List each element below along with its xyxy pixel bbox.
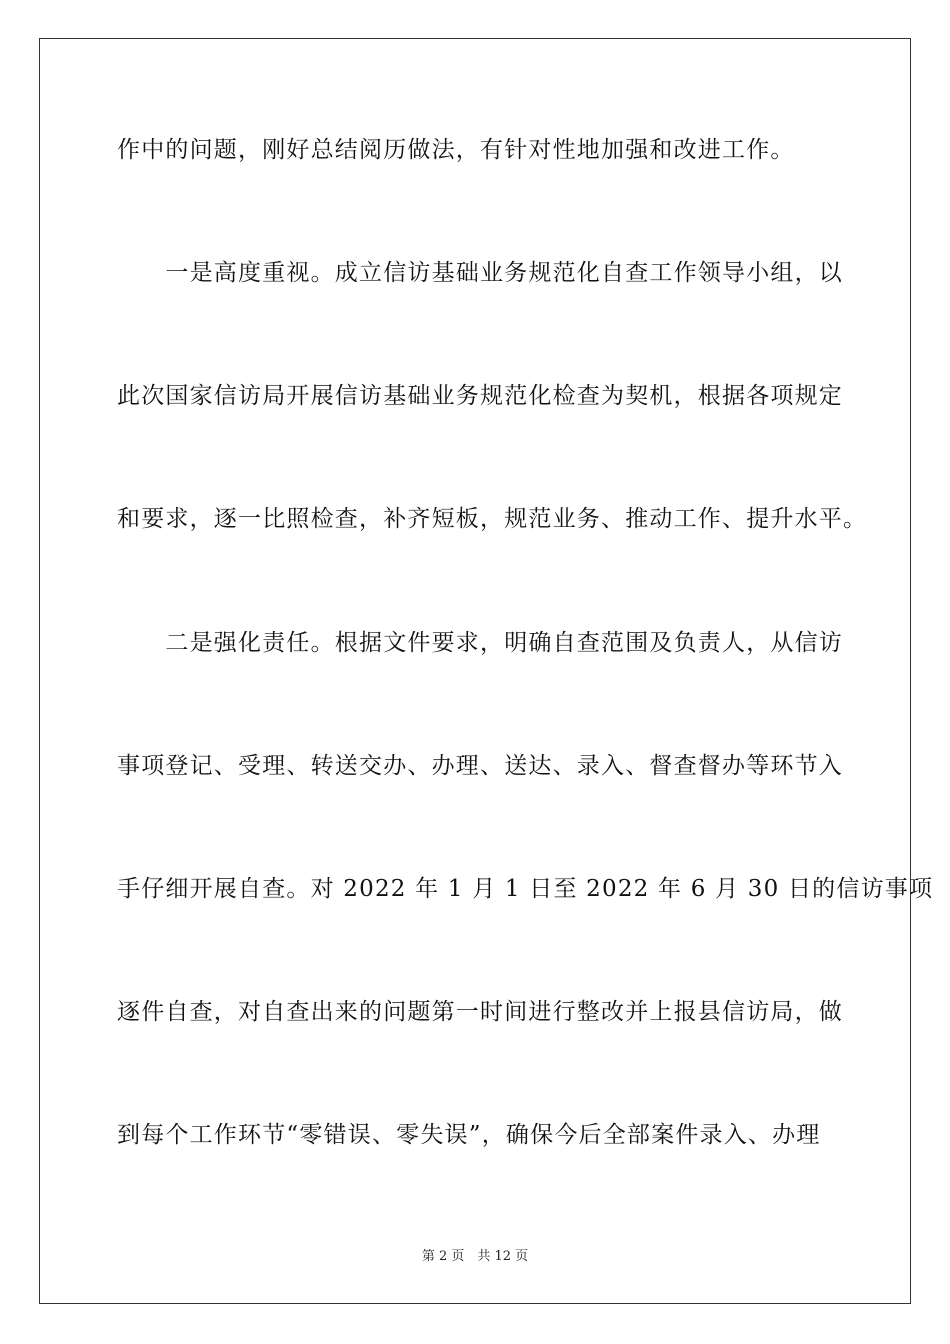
paragraph-line: 作中的问题，刚好总结阅历做法，有针对性地加强和改进工作。 bbox=[117, 137, 795, 163]
page-border bbox=[39, 38, 934, 1304]
paragraph-line: 二是强化责任。根据文件要求，明确自查范围及负责人，从信访 bbox=[117, 630, 843, 656]
paragraph-line: 到每个工作环节“零错误、零失误”，确保今后全部案件录入、办理 bbox=[117, 1122, 821, 1148]
paragraph-line: 事项登记、受理、转送交办、办理、送达、录入、督查督办等环节入 bbox=[117, 753, 843, 779]
paragraph-line: 和要求，逐一比照检查，补齐短板，规范业务、推动工作、提升水平。 bbox=[117, 506, 868, 532]
paragraph-line: 逐件自查，对自查出来的问题第一时间进行整改并上报县信访局，做 bbox=[117, 999, 843, 1025]
page-number-footer: 第 2 页 共 12 页 bbox=[421, 1249, 529, 1264]
paragraph-line: 手仔细开展自查。对 2022 年 1 月 1 日至 2022 年 6 月 30 日的信访事项 bbox=[117, 876, 934, 902]
paragraph-line: 此次国家信访局开展信访基础业务规范化检查为契机，根据各项规定 bbox=[117, 383, 843, 409]
paragraph-line: 一是高度重视。成立信访基础业务规范化自查工作领导小组，以 bbox=[117, 260, 843, 286]
